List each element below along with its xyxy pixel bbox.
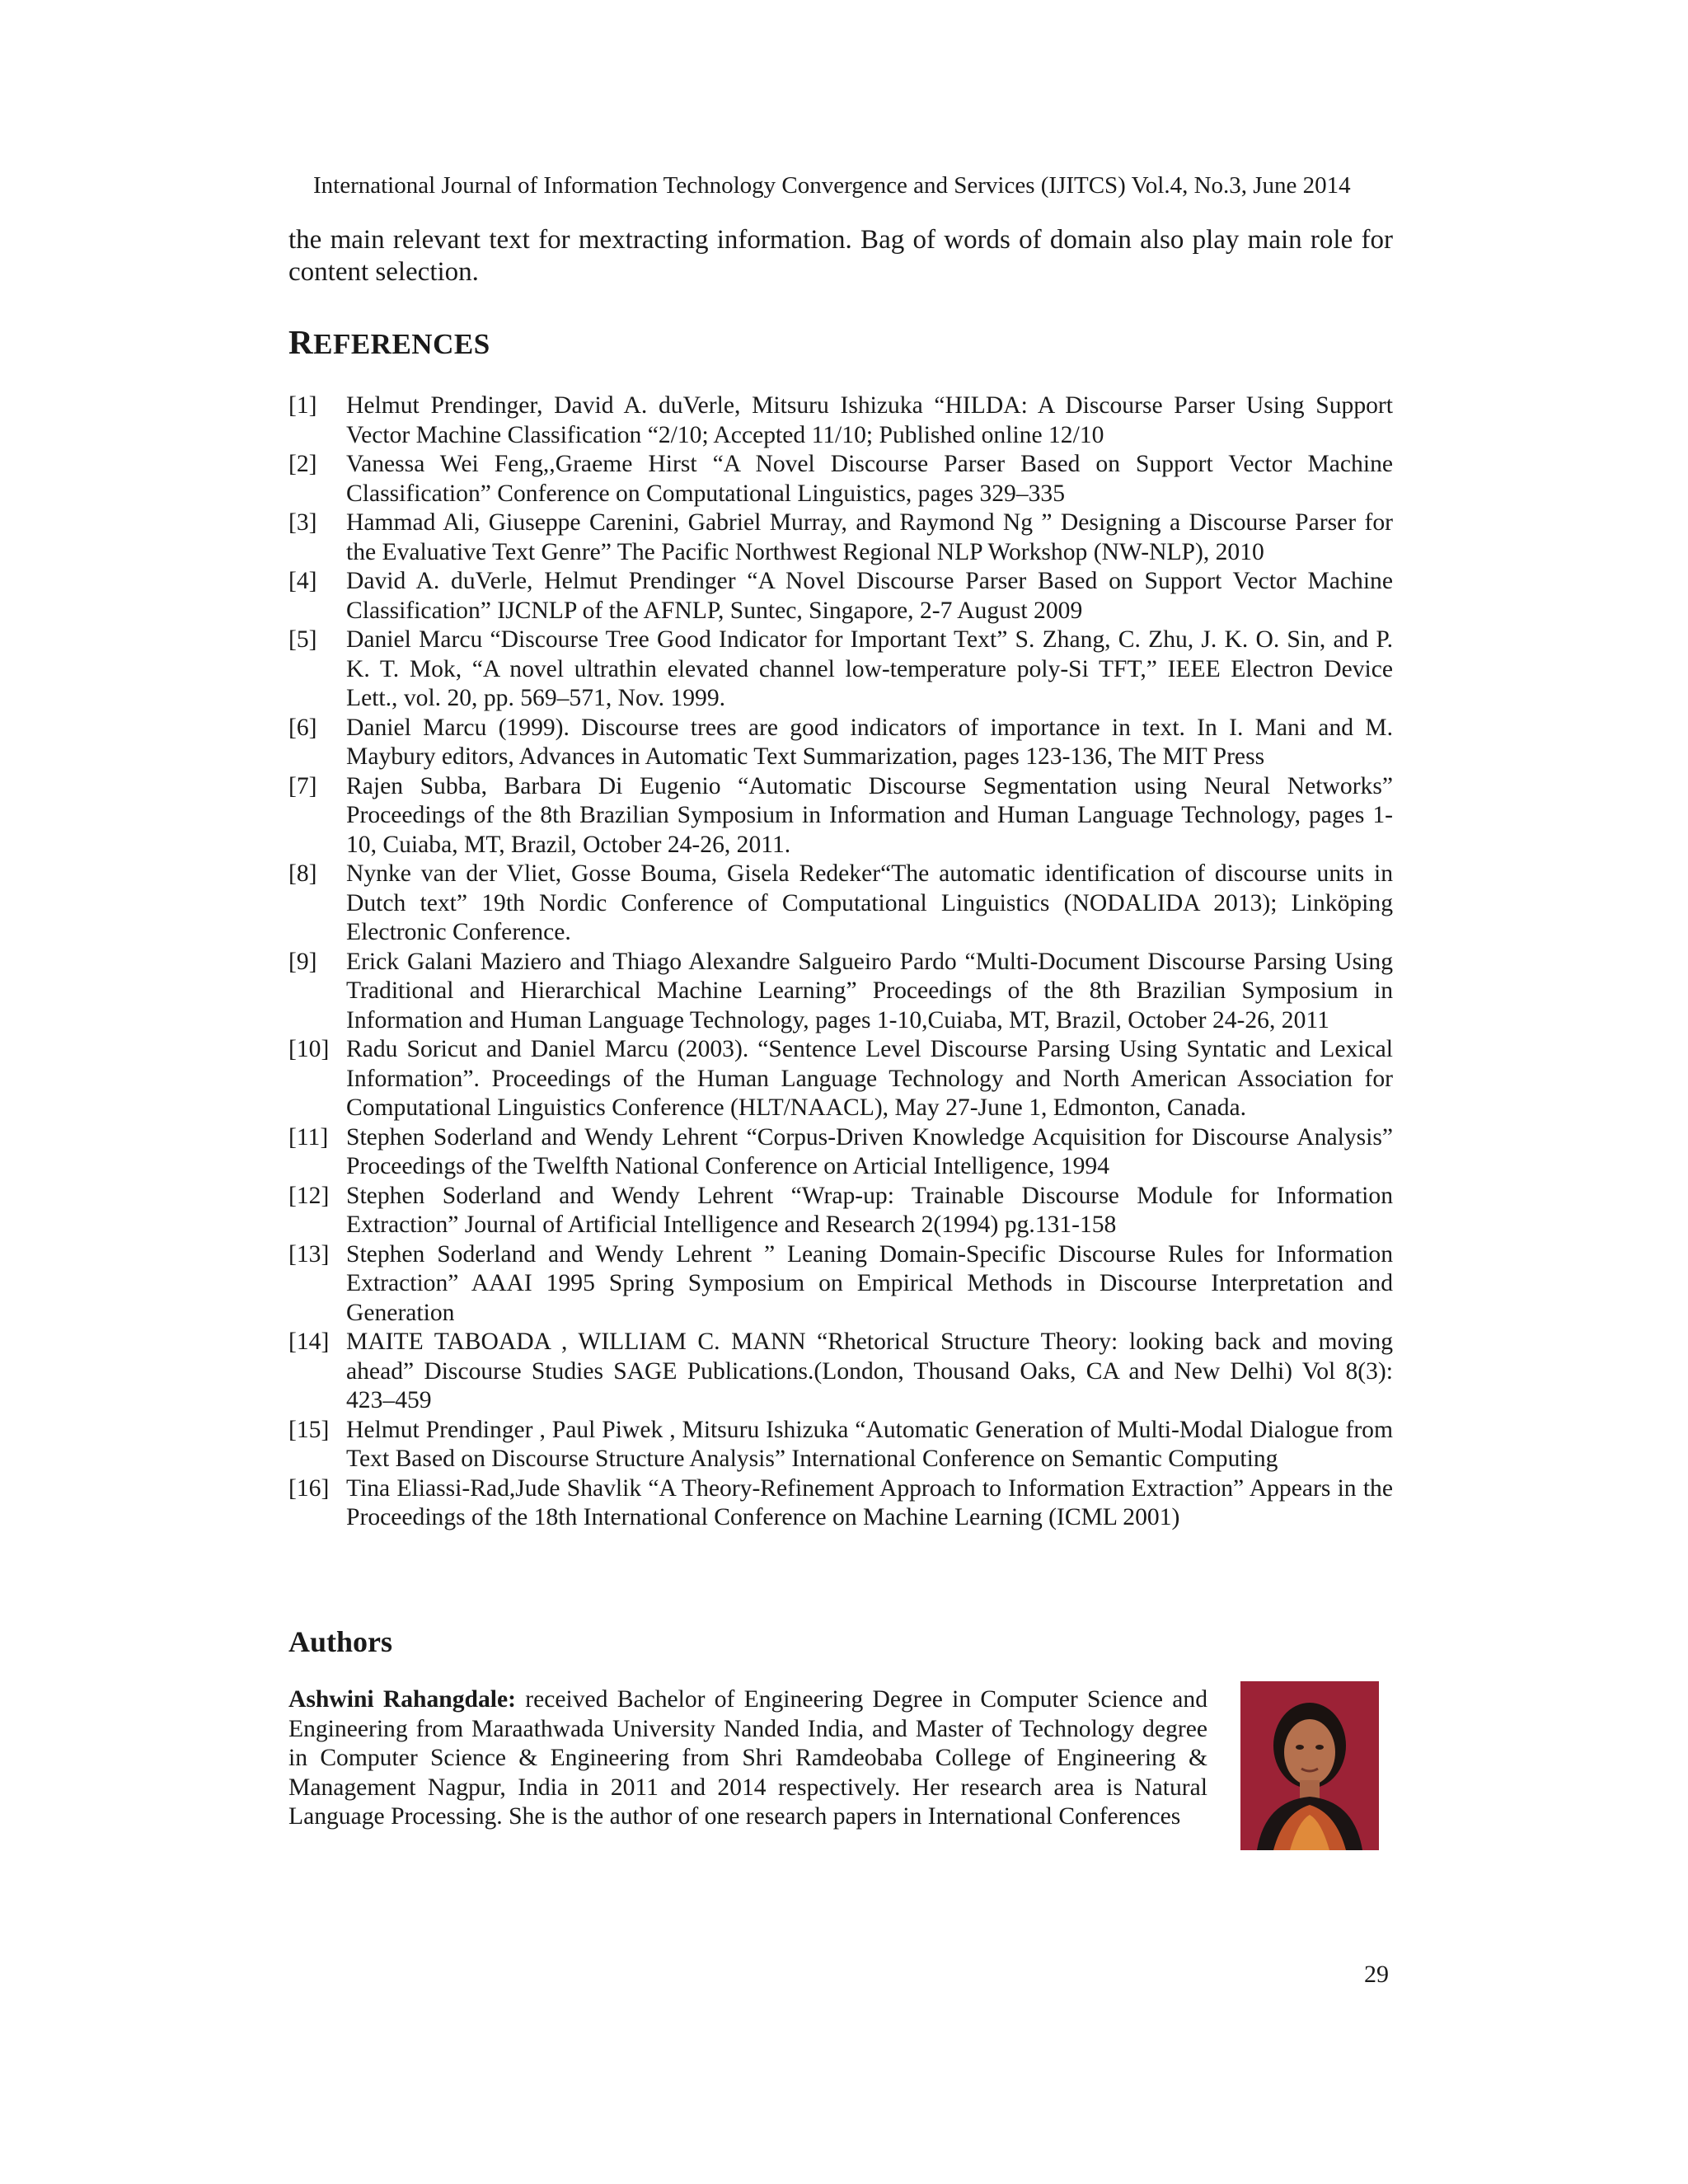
reference-text: Hammad Ali, Giuseppe Carenini, Gabriel Murray, and Raymond Ng ” Designing a Discourse Parser for the Evaluative Text Genre” The Pacific Northwest Regional NLP Workshop (NW-NLP), 2010 [346, 509, 1393, 565]
reference-number: [15] [288, 1416, 330, 1443]
reference-text: Helmut Prendinger, David A. duVerle, Mitsuru Ishizuka “HILDA: A Discourse Parser Using Support Vector Machine Classification “2/10; Accepted 11/10; Published online 12/10 [346, 392, 1393, 448]
reference-number: [2] [288, 451, 317, 477]
reference-number: [12] [288, 1182, 330, 1209]
reference-text: Erick Galani Maziero and Thiago Alexandre Salgueiro Pardo “Multi-Document Discourse Parsing Using Traditional and Hierarchical Machine Learning” Proceedings of the 8th Brazilian Symposium in Information and Human Language Technology, pages 1-10,Cuiaba, MT, Brazil, October 24-26, 2011 [346, 948, 1393, 1033]
reference-item [288, 1035, 1393, 1123]
reference-item [288, 1474, 1393, 1533]
reference-number: [10] [288, 1036, 330, 1062]
reference-text: Radu Soricut and Daniel Marcu (2003). “Sentence Level Discourse Parsing Using Syntatic and Lexical Information”. Proceedings of the Human Language Technology and North American Association for Computational Linguistics Conference (HLT/NAACL), May 27-June 1, Edmonton, Canada. [346, 1036, 1393, 1121]
reference-text: Tina Eliassi-Rad,Jude Shavlik “A Theory-Refinement Approach to Information Extraction” Appears in the Proceedings of the 18th International Conference on Machine Learning (ICML 2001) [346, 1474, 1393, 1530]
reference-text: Stephen Soderland and Wendy Lehrent ” Leaning Domain-Specific Discourse Rules for Information Extraction” AAAI 1995 Spring Symposium on Empirical Methods in Discourse Interpretation and Generation [346, 1240, 1393, 1326]
reference-number: [8] [288, 860, 317, 887]
reference-item [288, 714, 1393, 772]
reference-number: [13] [288, 1240, 330, 1268]
reference-text: Daniel Marcu “Discourse Tree Good Indicator for Important Text” S. Zhang, C. Zhu, J. K. O. Sin, and P. K. T. Mok, “A novel ultrathin elevated channel low-temperature poly-Si TFT,” IEEE Electron Device Lett., vol. 20, pp. 569–571, Nov. 1999. [346, 626, 1393, 711]
author-portrait-icon [1240, 1681, 1379, 1850]
references-heading-initial: R [288, 323, 314, 361]
reference-item [288, 1328, 1393, 1416]
reference-number: [3] [288, 509, 317, 536]
reference-text: David A. duVerle, Helmut Prendinger “A Novel Discourse Parser Based on Support Vector Machine Classification” IJCNLP of the AFNLP, Suntec, Singapore, 2-7 August 2009 [346, 568, 1393, 624]
reference-text: Nynke van der Vliet, Gosse Bouma, Gisela Redeker“The automatic identification of discourse units in Dutch text” 19th Nordic Conference of Computational Linguistics (NODALIDA 2013); Linköping Electronic Conference. [346, 860, 1393, 945]
reference-number: [16] [288, 1474, 330, 1502]
reference-item [288, 1416, 1393, 1474]
reference-item [288, 509, 1393, 567]
reference-number: [6] [288, 714, 317, 741]
reference-number: [4] [288, 568, 317, 594]
reference-text: Rajen Subba, Barbara Di Eugenio “Automatic Discourse Segmentation using Neural Networks” Proceedings of the 8th Brazilian Symposium in Information and Human Language Technology, pages 1-10, Cuiaba, MT, Brazil, October 24-26, 2011. [346, 772, 1393, 858]
author-photo [1240, 1681, 1379, 1850]
reference-text: Vanessa Wei Feng,,Graeme Hirst “A Novel Discourse Parser Based on Support Vector Machine Classification” Conference on Computational Linguistics, pages 329–335 [346, 451, 1393, 507]
reference-text: Stephen Soderland and Wendy Lehrent “Corpus-Driven Knowledge Acquisition for Discourse Analysis” Proceedings of the Twelfth National Conference on Articial Intelligence, 1994 [346, 1123, 1393, 1179]
reference-item [288, 567, 1393, 626]
reference-number: [5] [288, 626, 317, 653]
reference-text: Stephen Soderland and Wendy Lehrent “Wrap-up: Trainable Discourse Module for Information Extraction” Journal of Artificial Intelligence and Research 2(1994) pg.131-158 [346, 1182, 1393, 1238]
references-heading [288, 324, 490, 363]
running-header: International Journal of Information Technology Convergence and Services (IJITCS) Vol.4, No.3, June 2014 [313, 172, 1351, 199]
page-number: 29 [1364, 1961, 1389, 1988]
intro-paragraph: the main relevant text for mextracting information. Bag of words of domain also play main role for content selection. [288, 225, 1393, 287]
reference-item [288, 450, 1393, 509]
reference-item [288, 626, 1393, 714]
reference-number: [1] [288, 392, 317, 419]
reference-item [288, 860, 1393, 948]
author-bio-text: received Bachelor of Engineering Degree in Computer Science and Engineering from Maraathwada University Nanded India, and Master of Technology degree in Computer Science & Engineering from Shri Ramdeobaba College of Engineering & Management Nagpur, India in 2011 and 2014 respectively. Her research area is Natural Language Processing. She is the author of one research papers in International Conferences [288, 1686, 1208, 1830]
reference-text: Daniel Marcu (1999). Discourse trees are good indicators of importance in text. In I. Mani and M. Maybury editors, Advances in Automatic Text Summarization, pages 123-136, The MIT Press [346, 714, 1393, 770]
reference-item [288, 1123, 1393, 1182]
reference-list [288, 391, 1393, 1533]
reference-number: [11] [288, 1123, 329, 1151]
reference-item [288, 772, 1393, 860]
authors-heading: Authors [288, 1625, 393, 1658]
reference-item [288, 1240, 1393, 1329]
reference-number: [14] [288, 1329, 330, 1355]
reference-text: Helmut Prendinger , Paul Piwek , Mitsuru Ishizuka “Automatic Generation of Multi-Modal Dialogue from Text Based on Discourse Structure Analysis” International Conference on Semantic Computing [346, 1416, 1393, 1472]
author-name: Ashwini Rahangdale: [288, 1686, 517, 1713]
reference-number: [7] [288, 772, 317, 799]
reference-item [288, 1182, 1393, 1240]
reference-text: MAITE TABOADA , WILLIAM C. MANN “Rhetorical Structure Theory: looking back and moving ahead” Discourse Studies SAGE Publications.(London, Thousand Oaks, CA and New Delhi) Vol 8(3): 423–459 [346, 1329, 1393, 1413]
reference-item [288, 948, 1393, 1036]
reference-number: [9] [288, 948, 317, 975]
references-heading-rest: EFERENCES [313, 328, 490, 360]
author-bio [288, 1685, 1207, 1832]
reference-item [288, 391, 1393, 450]
